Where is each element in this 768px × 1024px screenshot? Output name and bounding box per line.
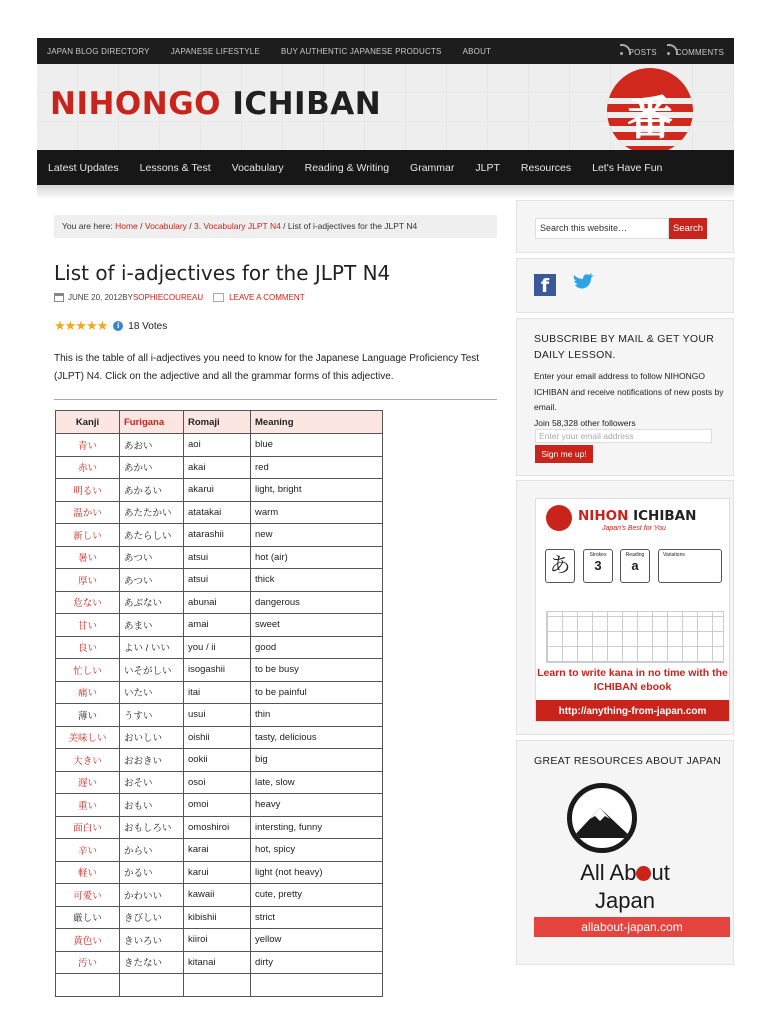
kanji-cell[interactable]: 良い [56,636,120,659]
kanji-cell[interactable]: 危ない [56,591,120,614]
breadcrumb-separator: / [280,221,288,231]
kanji-cell[interactable]: 重い [56,794,120,817]
kanji-cell[interactable]: 美味しい [56,726,120,749]
ad-title-dark: ICHIBAN [628,508,697,524]
meaning-cell: heavy [251,794,383,817]
table-row [56,569,383,592]
feed-links [620,46,724,57]
info-icon[interactable]: i [113,321,123,331]
romaji-cell: akarui [184,479,251,502]
romaji-cell: omoi [184,794,251,817]
furigana-cell: おもい [120,794,184,817]
romaji-cell: kiiroi [184,929,251,952]
furigana-cell: あぶない [120,591,184,614]
breadcrumb-vocabulary[interactable]: Vocabulary [144,221,187,231]
kanji-cell[interactable]: 黄色い [56,929,120,952]
breadcrumb-separator: / [137,221,145,231]
kanji-cell[interactable]: 可愛い [56,884,120,907]
meaning-cell: blue [251,434,383,457]
table-row [56,726,383,749]
furigana-cell: あおい [120,434,184,457]
meaning-cell: to be busy [251,659,383,682]
romaji-cell: atatakai [184,501,251,524]
subscribe-heading: SUBSCRIBE BY MAIL & GET YOUR DAILY LESSON. [534,333,715,361]
furigana-cell: おそい [120,771,184,794]
table-row [56,704,383,727]
furigana-cell: かるい [120,861,184,884]
romaji-cell: ookii [184,749,251,772]
furigana-cell: よい / いい [120,636,184,659]
ad-learn-text: Learn to write kana in no time with the ICHIBAN ebook [537,667,728,693]
furigana-cell [120,974,184,997]
meaning-cell: yellow [251,929,383,952]
romaji-cell: karai [184,839,251,862]
kanji-cell[interactable]: 温かい [56,501,120,524]
table-row [56,524,383,547]
table-row [56,951,383,974]
romaji-cell: amai [184,614,251,637]
search-button[interactable]: Search [669,218,707,239]
table-row [56,816,383,839]
ad-variations-label: Variations [663,552,685,558]
furigana-cell: あつい [120,546,184,569]
comments-feed-link[interactable] [667,46,724,57]
ad-kana-box: あ [545,549,575,583]
meaning-cell: cute, pretty [251,884,383,907]
kanji-cell[interactable]: 軽い [56,861,120,884]
breadcrumb-prefix: You are here: [62,221,116,231]
emblem-kanji: 番 [627,91,673,145]
meaning-cell: hot, spicy [251,839,383,862]
table-row [56,479,383,502]
posts-feed-label: POSTS [628,47,657,57]
table-row [56,749,383,772]
table-row [56,636,383,659]
kanji-cell[interactable]: 新しい [56,524,120,547]
romaji-cell: karui [184,861,251,884]
furigana-cell: いそがしい [120,659,184,682]
meaning-cell: thin [251,704,383,727]
romaji-cell [184,974,251,997]
sign-me-up-button[interactable]: Sign me up! [535,445,593,463]
meaning-cell: warm [251,501,383,524]
top-link-japanese-lifestyle[interactable]: JAPANESE LIFESTYLE [170,46,260,56]
furigana-cell: きびしい [120,906,184,929]
sidebar-subscribe-widget [516,318,734,476]
romaji-cell: kibishii [184,906,251,929]
table-row [56,884,383,907]
logo-text-dark: ICHIBAN [232,86,382,122]
meaning-cell [251,974,383,997]
kanji-cell [56,974,120,997]
meaning-cell: light, bright [251,479,383,502]
rss-icon [620,46,629,55]
comments-feed-label: COMMENTS [675,47,724,57]
main-nav [37,150,734,185]
meaning-cell: dirty [251,951,383,974]
romaji-cell: aoi [184,434,251,457]
furigana-cell: おおきい [120,749,184,772]
brand-text-japan: Japan [595,888,655,913]
ad-reading-box [620,549,650,583]
subscribe-text [534,369,724,431]
kanji-cell[interactable]: 赤い [56,456,120,479]
subscribe-description: Enter your email address to follow NIHONGO ICHIBAN and receive notifications of new posts by email. [534,371,724,412]
nav-resources[interactable]: Resources [520,161,572,174]
brand-text-b: ut [651,860,670,885]
romaji-cell: atsui [184,546,251,569]
ebook-ad-banner[interactable] [535,498,730,722]
kanji-cell[interactable]: 辛い [56,839,120,862]
ad-strokes-label: Strokes [589,552,607,558]
meaning-cell: strict [251,906,383,929]
kanji-cell[interactable]: 青い [56,434,120,457]
kanji-cell[interactable]: 厚い [56,569,120,592]
kanji-cell[interactable]: 甘い [56,614,120,637]
post-title: List of i-adjectives for the JLPT N4 [54,261,391,285]
facebook-icon[interactable]: f [534,274,556,296]
ad-reading-label: Reading [625,552,645,558]
nav-grammar[interactable]: Grammar [410,161,455,174]
breadcrumb-separator: / [186,221,195,231]
logo-text-red: NIHONGO [50,86,222,122]
top-link-buy-products[interactable]: BUY AUTHENTIC JAPANESE PRODUCTS [280,46,442,56]
ad-strokes-value: 3 [594,558,602,573]
divider [54,399,497,400]
leave-comment-link[interactable]: LEAVE A COMMENT [229,293,305,302]
nav-lessons-test[interactable]: Lessons & Test [139,161,211,174]
rss-icon [667,46,676,55]
nav-latest-updates[interactable]: Latest Updates [48,161,119,174]
sidebar-resources-widget [516,740,734,965]
meaning-cell: red [251,456,383,479]
mountain-icon [572,788,632,848]
table-row [56,434,383,457]
table-row [56,501,383,524]
kanji-cell[interactable]: 暑い [56,546,120,569]
nav-jlpt[interactable]: JLPT [475,161,500,174]
top-links [37,47,502,56]
table-row [56,659,383,682]
meaning-cell: thick [251,569,383,592]
twitter-icon[interactable] [572,272,596,294]
star-rating [54,318,167,334]
ad-title [578,508,696,524]
top-link-about[interactable]: ABOUT [462,46,492,56]
meaning-cell: hot (air) [251,546,383,569]
follower-count: Join 58,328 other followers [534,417,636,428]
furigana-cell: かわいい [120,884,184,907]
meaning-cell: intersting, funny [251,816,383,839]
search-input[interactable]: Search this website… [535,218,669,239]
all-about-japan-url[interactable]: allabout-japan.com [534,917,730,937]
resources-heading: GREAT RESOURCES ABOUT JAPAN [534,755,722,767]
table-row [56,974,383,997]
ad-strokes-box [583,549,613,583]
ad-url[interactable]: http://anything-from-japan.com [536,700,729,722]
table-row [56,839,383,862]
romaji-cell: isogashii [184,659,251,682]
nav-reading-writing[interactable]: Reading & Writing [304,161,390,174]
all-about-japan-logo-icon[interactable] [567,783,637,853]
romaji-cell: atarashii [184,524,251,547]
meaning-cell: new [251,524,383,547]
furigana-cell: あかるい [120,479,184,502]
kanji-cell[interactable]: 明るい [56,479,120,502]
author-link[interactable]: SOPHIECOUREAU [132,293,204,302]
ad-title-red: NIHON [578,508,629,524]
table-row [56,614,383,637]
meaning-cell: sweet [251,614,383,637]
rating-stars[interactable]: ★★★★★ [54,318,108,333]
nav-vocabulary[interactable]: Vocabulary [231,161,284,174]
romaji-cell: usui [184,704,251,727]
nav-lets-have-fun[interactable]: Let's Have Fun [592,161,663,174]
table-row [56,861,383,884]
sidebar-social-widget [516,258,734,313]
site-logo[interactable] [50,86,381,122]
furigana-cell: おもしろい [120,816,184,839]
sidebar-ebook-ad [516,480,734,735]
posts-feed-link[interactable] [620,46,657,57]
kanji-cell[interactable]: 忙しい [56,659,120,682]
table-row [56,771,383,794]
site-header [37,64,734,150]
rising-sun-emblem [607,68,693,150]
col-header-kanji: Kanji [56,411,120,434]
col-header-meaning: Meaning [251,411,383,434]
kanji-cell: 薄い [56,704,120,727]
meaning-cell: light (not heavy) [251,861,383,884]
romaji-cell: atsui [184,569,251,592]
kanji-cell[interactable]: 遅い [56,771,120,794]
meaning-cell: good [251,636,383,659]
post-by: BY [122,293,133,302]
kanji-cell[interactable]: 痛い [56,681,120,704]
romaji-cell: you / ii [184,636,251,659]
table-row [56,456,383,479]
romaji-cell: omoshiroi [184,816,251,839]
romaji-cell: abunai [184,591,251,614]
furigana-cell: うすい [120,704,184,727]
meaning-cell: dangerous [251,591,383,614]
top-bar [37,38,734,64]
table-header-row [56,411,383,434]
furigana-cell: あたらしい [120,524,184,547]
sidebar-search-widget [516,200,734,253]
furigana-cell: あまい [120,614,184,637]
table-row [56,546,383,569]
furigana-cell: あかい [120,456,184,479]
meaning-cell: big [251,749,383,772]
table-row [56,591,383,614]
post-date: JUNE 20, 2012 [68,293,123,302]
ad-practice-grid [546,611,724,663]
post-intro: This is the table of all i-adjectives you need to know for the Japanese Language Proficiency Test (JLPT) N4. Click on the adjective and all the grammar forms of this adjective. [54,353,480,382]
table-row [56,794,383,817]
table-row [56,681,383,704]
breadcrumb [54,215,497,238]
adjectives-table [55,410,383,997]
romaji-cell: kitanai [184,951,251,974]
meaning-cell: to be painful [251,681,383,704]
furigana-cell: いたい [120,681,184,704]
post-meta [54,293,305,302]
breadcrumb-current: List of i-adjectives for the JLPT N4 [287,221,418,231]
table-row [56,906,383,929]
kanji-cell[interactable]: 大きい [56,749,120,772]
furigana-cell: おいしい [120,726,184,749]
vote-count: 18 Votes [128,320,168,332]
col-header-furigana: Furigana [120,411,184,434]
table-row [56,929,383,952]
romaji-cell: kawaii [184,884,251,907]
meaning-cell: late, slow [251,771,383,794]
breadcrumb-home[interactable]: Home [115,221,138,231]
ad-variations-box [658,549,722,583]
kanji-cell: 厳しい [56,906,120,929]
col-header-romaji: Romaji [184,411,251,434]
kanji-cell[interactable]: 面白い [56,816,120,839]
kanji-cell[interactable]: 汚い [56,951,120,974]
top-link-blog-directory[interactable]: JAPAN BLOG DIRECTORY [47,46,150,56]
breadcrumb-jlpt-n4[interactable]: 3. Vocabulary JLPT N4 [194,221,281,231]
romaji-cell: akai [184,456,251,479]
furigana-cell: あつい [120,569,184,592]
email-field[interactable]: Enter your email address [535,429,712,443]
red-dot-icon [636,866,651,881]
furigana-cell: きたない [120,951,184,974]
romaji-cell: osoi [184,771,251,794]
ichiban-logo-icon [546,505,572,531]
brand-text-a: All Ab [580,860,637,885]
ad-reading-value: a [631,558,639,573]
furigana-cell: きいろい [120,929,184,952]
meaning-cell: tasty, delicious [251,726,383,749]
nav-shadow [37,185,734,199]
all-about-japan-wordmark[interactable] [517,859,733,915]
calendar-icon [54,293,64,302]
ad-subtitle: Japan's Best for You [602,525,666,532]
furigana-cell: からい [120,839,184,862]
romaji-cell: itai [184,681,251,704]
comment-icon [213,293,224,302]
romaji-cell: oishii [184,726,251,749]
furigana-cell: あたたかい [120,501,184,524]
